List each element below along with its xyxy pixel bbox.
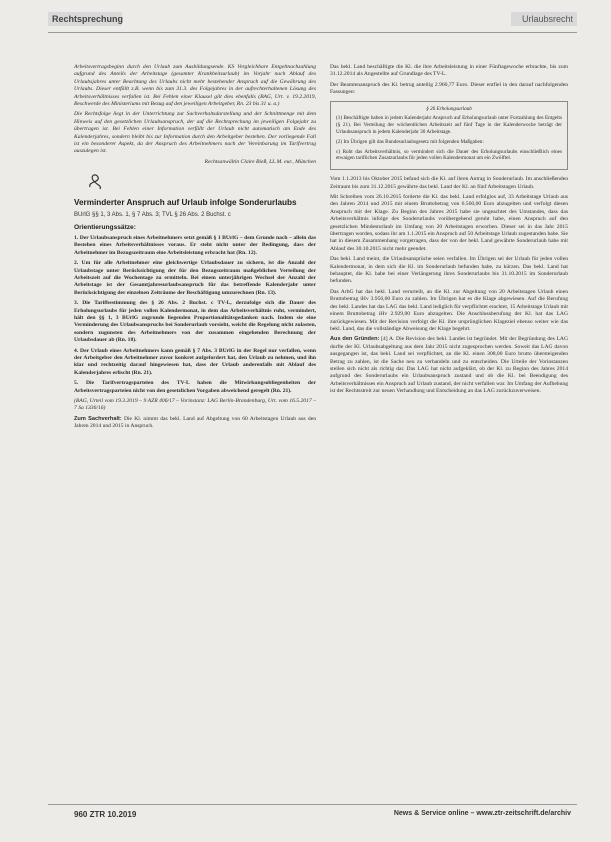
intro-paragraph: Arbeitsvertragsbeginn durch den Urlaub zum Ausbildungsende. KS Vergleichbare Entgeltnachzahlung aufgrund des Anteils der Arbeitstage (gesamter Krankheitsurlaub) im Vorjahr nach Ablauf des Urlaubsjahres unter Beachtung des Urlaubs nicht mehr bestehender Anspruch auf die Gewährung des Urlaubs. Dieser entfällt z.B. wenn bis zum 31.3. des Folgejahres in der aufrechterhaltenen Lösung des Arbeitsverhältnisses verfallen ist. Bei Fehlen einer Klausel gilt dies ebenfalls (BAG, Urt. v. 19.2.2019, Beschwerde des Ministeriums mit Bezug auf den jeweiligen Arbeitgeber, Rn. 23 bis 31 u. a.) (74, 64, 316, 108)
box-paragraph: (1) Beschäftigte haben in jedem Kalenderjahr Anspruch auf Erholungsurlaub unter Fortzahlung des Entgelts (§ 21). Bei Verteilung der wöchentlichen Arbeitszeit auf fünf Tage in der Kalenderwoche beträgt der Urlaubsanspruch in jedem Kalenderjahr 30 Arbeitstage. (336, 115, 562, 136)
body-paragraph: Das bekl. Land beschäftigte die Kl. die ihre Arbeitsleistung in einer Fünftagewoche erbrachte, bis zum 31.12.2014 als Angestellte auf Grundlage des TV-L. (330, 64, 568, 78)
box-heading: § 26 Erholungsurlaub (426, 105, 472, 112)
box-paragraph: (2) Im Übrigen gilt das Bundesurlaubsgesetz mit folgenden Maßgaben: (336, 138, 484, 145)
author-signature: Rechtsanwältin Claire Bieß, LL.M. eur., München (204, 158, 316, 165)
facts-text: Die Kl. nimmt das bekl. Land auf Abgeltung von 60 Arbeitstagen Urlaub aus den Jahren 2014 und 2015 in Anspruch. (74, 415, 316, 430)
guideline: 5. Die Tarifvertragsparteien des TV-L haben die Mitwirkungsobliegenheiten der Arbeitsvertragsparteien nicht von den gesetzlichen Vorgaben abweichend geregelt (Rn. 21). (74, 380, 316, 394)
article-title: Verminderter Anspruch auf Urlaub infolge Sonderurlaubs (74, 197, 297, 207)
footer-website: News & Service online – www.ztr-zeitschrift.de/archiv (393, 810, 571, 817)
intro-paragraph: Die Rechtsfolge liegt in der Unterrichtung zur Sachverhaltsdarstellung und der Schnittmenge mit dem Hinweis auf den gesetzlichen Urlaubsanspruch, der auf die Rechtsprechung im jeweiligen Folgejahr zu übertragen ist. Bei Fehlen einer Information verfällt der Urlaub nicht automatisch am Ende des Kalenderjahres, sondern bleibt bis zur Information durch den Arbeitgeber bestehen. Der vorliegende Fall ist ein besonderer Aspekt, da der Anspruch des Arbeitnehmers nach der Vereinbarung im Tarifvertrag auszulegen ist. (74, 111, 316, 155)
body-paragraph: Das bekl. Land meint, die Urlaubsansprüche seien verfallen. Im Übrigen sei der Urlaub für jeden vollen Kalendermonat, in dem sich die Kl. im Sonderurlaub befunden habe, zu kürzen. Das bekl. Land hat behauptet, die Kl. habe bei einer Verlängerung ihres Sonderurlaubs bis 31.10.2015 im Sonderurlaub befunden. (330, 256, 568, 285)
body-paragraph: Vom 1.1.2013 bis Oktober 2015 befand sich die Kl. auf ihren Antrag in Sonderurlaub. Im anschließenden Zeitraum bis zum 31.12.2015 gewährte das bekl. Land der Kl. an fünf Arbeitstagen Urlaub. (330, 176, 568, 190)
left-column (74, 64, 316, 434)
right-column (330, 64, 568, 399)
topic-header: Urlaubsrecht (511, 12, 577, 26)
guideline: 3. Die Tarifbestimmung des § 26 Abs. 2 Buchst. c TV-L, derzufolge sich die Dauer des Erholungsurlaubs für jeden vollen Kalendermonat, in dem das Arbeitsverhältnis ruht, vermindert, hält den §§ 1, 3 BUrlG zugrunde liegenden Proportionalitätsgedanken nach. Indem sie eine Verminderung des Urlaubsanspruchs bei Sonderurlaub vorsieht, weicht die Regelung nicht zulasten, sondern zugunsten des Arbeitnehmers von der zusammen eingehenden Berechnung der Urlaubsdauer ab (Rn. 18). (74, 300, 316, 344)
guideline: 1. Der Urlaubsanspruch eines Arbeitnehmers setzt gemäß § 1 BUrlG – dem Grunde nach – allein das Bestehen eines Arbeitsverhältnisses voraus. Er steht nicht unter der Bedingung, dass der Arbeitnehmer im Bezugszeitraum eine Arbeitsleistung erbracht hat (Rn. 12). (74, 234, 316, 256)
guidelines-heading: Orientierungssätze: (74, 223, 136, 231)
guideline: 4. Der Urlaub eines Arbeitnehmers kann gemäß § 7 Abs. 3 BUrlG in der Regel nur verfallen, wenn der Arbeitgeber den Arbeitnehmer zuvor konkret aufgefordert hat, den Urlaub zu nehmen, und ihn klar und rechtzeitig darauf hingewiesen hat, dass der Urlaub anderenfalls mit Ablauf des Kalenderjahres erlischt (Rn. 21). (74, 347, 316, 376)
guideline: 2. Um für alle Arbeitnehmer eine gleichwertige Urlaubsdauer zu sichern, ist die Anzahl der Urlaubstage unter Berücksichtigung der für den Bezugszeitraum maßgeblichen Verteilung der Arbeitszeit auf die Wochentage zu ermitteln. Bei einem unterjährigen Wechsel der Anzahl der Arbeitstage ist der Gesamtjahresurlaubsanspruch für das betreffende Kalenderjahr unter Berücksichtigung der einzelnen Zeiträume der Beschäftigung umzurechnen (Rn. 13). (74, 260, 316, 296)
header-rule (48, 32, 577, 33)
court-citation: (BAG, Urteil vom 19.3.2019 – 9 AZR 406/17 – Vorinstanz: LAG Berlin-Brandenburg, Urt. vom 16.5.2017 – 7 Sa 1336/16) (74, 398, 316, 412)
handwritten-mark-icon (86, 171, 106, 191)
facts-label: Zum Sachverhalt: (74, 415, 122, 422)
article-norms: BUrlG §§ 1, 3 Abs. 1, § 7 Abs. 3; TVL § 26 Abs. 2 Buchst. c (74, 211, 231, 218)
footer-rule (48, 804, 577, 805)
reasons-text: [4] A. Die Revision des bekl. Landes ist begründet. Mit der Begründung des LAG durfte der Kl. Urlaubsabgeltung aus dem Jahr 2015 nicht zugesprochen werden. Soweit das LAG davon ausgegangen ist, das bekl. Land sei verpflichtet, an die Kl. einen 308,00 Euro brutto übersteigenden Betrag zu zahlen, ist die Sache neu zu verhandeln und zu entscheiden. Die Urteile der Vorinstanzen stellen sich nicht als richtig dar. Das LAG hat nicht aufgeklärt, ob der Kl. zu Beginn des Jahres 2014 aufgrund des Sonderurlaubs ein Urlaubsanspruch zustand und ob die Kl. bei Beendigung des Arbeitsverhältnisses ein Anspruch auf Urlaub zustand, der nicht verfallen war. Im Umfang der Aufhebung ist der Rechtsstreit zur neuen Verhandlung und Entscheidung an das LAG zurückzuverweisen. (330, 336, 568, 395)
box-paragraph: c) Ruht das Arbeitsverhältnis, so vermindert sich die Dauer des Erholungsurlaubs einschließlich eines etwaigen tariflichen Zusatzurlaubs für jeden vollen Kalendermonat um ein Zwölftel. (336, 148, 562, 162)
tariff-excerpt-box (330, 101, 568, 171)
body-paragraph: Der Beamtenanspruch des Kl. betrug anteilig 2.960,77 Euro. Dieser entfiel in den darauf nachfolgenden Fassungen: (330, 81, 568, 96)
page-number-issue: 960 ZTR 10.2019 (74, 810, 137, 819)
section-header: Rechtsprechung (48, 12, 122, 26)
body-paragraph: Das ArbG hat das bekl. Land verurteilt, an die Kl. zur Abgeltung von 20 Arbeitstagen Urlaub einen Bruttobetrag iHv 3.956,00 Euro zu zahlen. Im Übrigen hat es die Klage abgewiesen. Auf die Berufung des bekl. Landes hat das LAG das bekl. Land lediglich für verpflichtet erachtet, 15 Arbeitstage Urlaub mit einem Bruttobetrag iHv 2.929,00 Euro abzugelten. Die Anschlussberufung der Kl. hat das LAG zurückgewiesen. Mit der Revision verfolgt die Kl. ihre ursprünglichen Klageziel ebenso weiter wie das bekl. Land, das die vollständige Abweisung der Klage begehrt. (330, 288, 568, 332)
body-paragraph: Mit Schreiben vom 26.10.2015 forderte die Kl. das bekl. Land erfolglos auf, 33 Arbeitstage Urlaub aus den Jahren 2014 und 2015 mit einem Bruttobetrag von 6.560,00 Euro abzugelten und verfolgt diesen Anspruch mit der Klage. Zu Beginn des Jahres 2015 habe sie ungeachtet des Umstandes, dass das Arbeitsverhältnis infolge des Sonderurlaubs vorübergehend geruht habe, einen Anspruch auf den gesetzlichen Mindesturlaub im Umfang von 20 Arbeitstagen erworben. Dieser sei in das Jahr 2015 übertragen worden, sodass ihr am 1.1.2015 ein Anspruch auf 50 Arbeitstage Urlaub zugestanden habe. Sie hat in diesem Zusammenhang vorgetragen, dass der von der bekl. Land gewährte Sonderurlaub habe mit Ablauf des 30.10.2015 nicht mehr geendet. (330, 194, 568, 252)
reasons-label: Aus den Gründen: (330, 336, 380, 343)
